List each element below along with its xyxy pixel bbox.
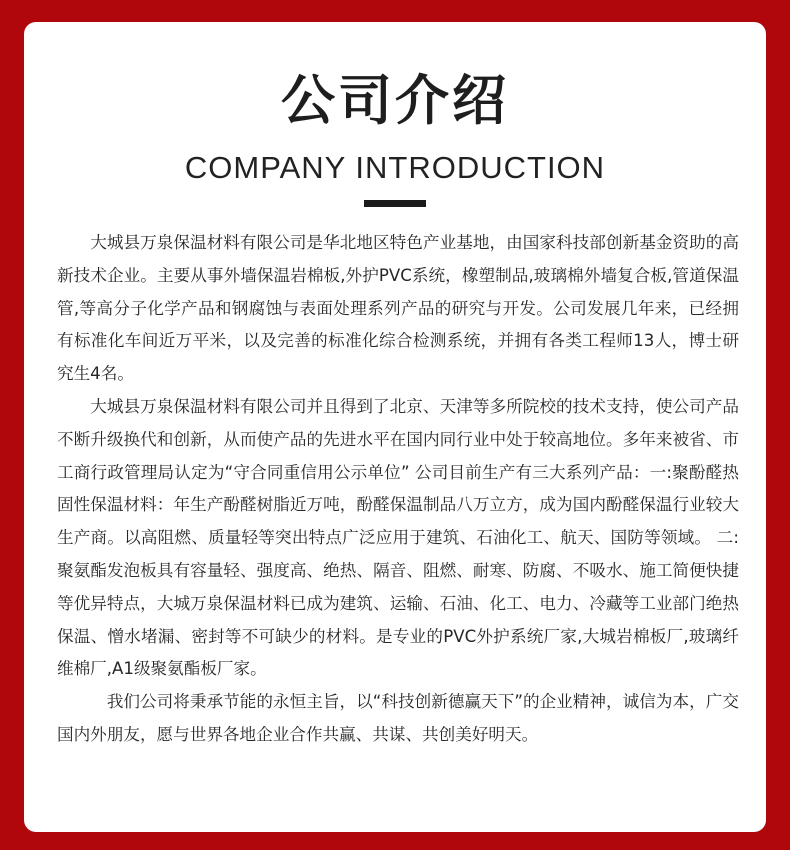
intro-paragraph-2: 大城县万泉保温材料有限公司并且得到了北京、天津等多所院校的技术支持，使公司产品不断升级换代和创新，从而使产品的先进水平在国内同行业中处于较高地位。多年来被省、市工商行政管理局认定为“守合同重信用公示单位” 公司目前生产有三大系列产品：一:聚酚醛热固性保温材料：年生产酚醛树脂近万吨，酚醛保温制品八万立方，成为国内酚醛保温行业较大生产商。以高阻燃、质量轻等突出特点广泛应用于建筑、石油化工、航天、国防等领域。 二:聚氨酯发泡板具有容量轻、强度高、绝热、隔音、阻燃、耐寒、防腐、不吸水、施工简便快捷等优异特点，大城万泉保温材料已成为建筑、运输、石油、化工、电力、冷藏等工业部门绝热保温、憎水堵漏、密封等不可缺少的材料。是专业的PVC外护系统厂家,大城岩棉板厂,玻璃纤维棉厂,A1级聚氨酯板厂家。: [57, 396, 739, 679]
page-subtitle: COMPANY INTRODUCTION: [184, 150, 606, 185]
intro-paragraph-1: 大城县万泉保温材料有限公司是华北地区特色产业基地，由国家科技部创新基金资助的高新技术企业。主要从事外墙保温岩棉板,外护PVC系统，橡塑制品,玻璃棉外墙复合板,管道保温管,等高分子化学产品和钢腐蚀与表面处理系列产品的研究与开发。公司发展几年来，已经拥有标准化车间近万平米，以及完善的标准化综合检测系统，并拥有各类工程师13人，博士研究生4名。: [57, 233, 739, 384]
content-card: [24, 22, 766, 832]
title-divider: [364, 200, 426, 207]
page-title: 公司介绍: [281, 69, 509, 132]
intro-paragraph-3: 我们公司将秉承节能的永恒主旨，以“科技创新德赢天下”的企业精神，诚信为本，广交国内外朋友，愿与世界各地企业合作共赢、共谋、共创美好明天。: [57, 692, 739, 744]
intro-body: [57, 227, 739, 752]
